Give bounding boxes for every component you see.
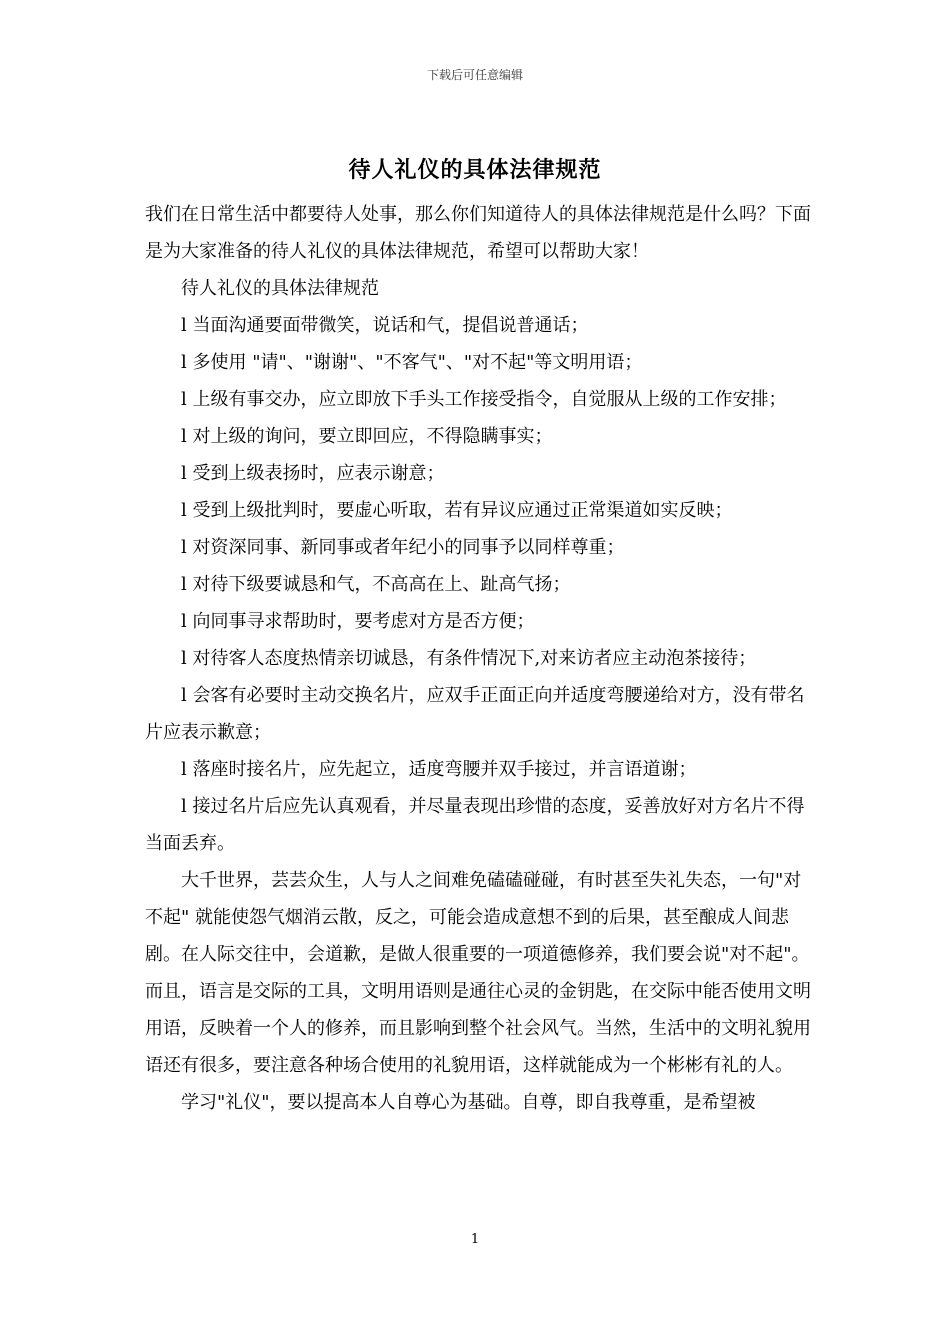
- paragraph: l 向同事寻求帮助时，要考虑对方是否方便；: [181, 611, 535, 632]
- paragraph: l 受到上级批判时，要虚心听取，若有异议应通过正常渠道如实反映；: [181, 500, 733, 521]
- paragraph: l 对上级的询问，要立即回应，不得隐瞒事实；: [181, 426, 553, 447]
- page-header: 下载后可任意编辑: [426, 68, 523, 82]
- paragraph: 待人礼仪的具体法律规范: [181, 278, 379, 299]
- document-body: [145, 196, 815, 1121]
- paragraph: l 落座时接名片，应先起立，适度弯腰并双手接过，并言语道谢；: [181, 759, 697, 780]
- paragraph: 大千世界，芸芸众生，人与人之间难免磕磕碰碰，有时甚至失礼失态，一句"对不起" 就能使怨气烟消云散，反之，可能会造成意想不到的后果，甚至酿成人间悲剧。在人际交往中，会道歉，是做人很重要的一项道德修养，我们要会说"对不起"。而且，语言是交际的工具，文明用语则是通往心灵的金钥匙，在交际中能否使用文明用语，反映着一个人的修养，而且影响到整个社会风气。当然，生活中的文明礼貌用语还有很多，要注意各种场合使用的礼貌用语，这样就能成为一个彬彬有礼的人。: [145, 870, 811, 1076]
- paragraph: l 当面沟通要面带微笑，说话和气，提倡说普通话；: [181, 315, 589, 336]
- paragraph: l 上级有事交办，应立即放下手头工作接受指令，自觉服从上级的工作安排；: [181, 389, 787, 410]
- paragraph: l 对资深同事、新同事或者年纪小的同事予以同样尊重；: [181, 537, 625, 558]
- paragraph: l 会客有必要时主动交换名片，应双手正面正向并适度弯腰递给对方，没有带名片应表示歉意；: [145, 685, 805, 743]
- paragraph: l 多使用 "请"、"谢谢"、"不客气"、"对不起"等文明用语；: [181, 352, 643, 373]
- paragraph: 学习"礼仪"，要以提高本人自尊心为基础。自尊，即自我尊重，是希望被: [181, 1092, 756, 1113]
- paragraph: 我们在日常生活中都要待人处事，那么你们知道待人的具体法律规范是什么吗？下面是为大家准备的待人礼仪的具体法律规范，希望可以帮助大家！: [145, 204, 811, 262]
- paragraph: l 对待下级要诚恳和气，不高高在上、趾高气扬；: [181, 574, 571, 595]
- paragraph: l 接过名片后应先认真观看，并尽量表现出珍惜的态度，妥善放好对方名片不得当面丢弃。: [145, 796, 805, 854]
- page-number: 1: [470, 1232, 480, 1247]
- paragraph: l 对待客人态度热情亲切诚恳，有条件情况下,对来访者应主动泡茶接待；: [181, 648, 757, 669]
- paragraph: l 受到上级表扬时，应表示谢意；: [181, 463, 445, 484]
- document-title: 待人礼仪的具体法律规范: [348, 157, 602, 183]
